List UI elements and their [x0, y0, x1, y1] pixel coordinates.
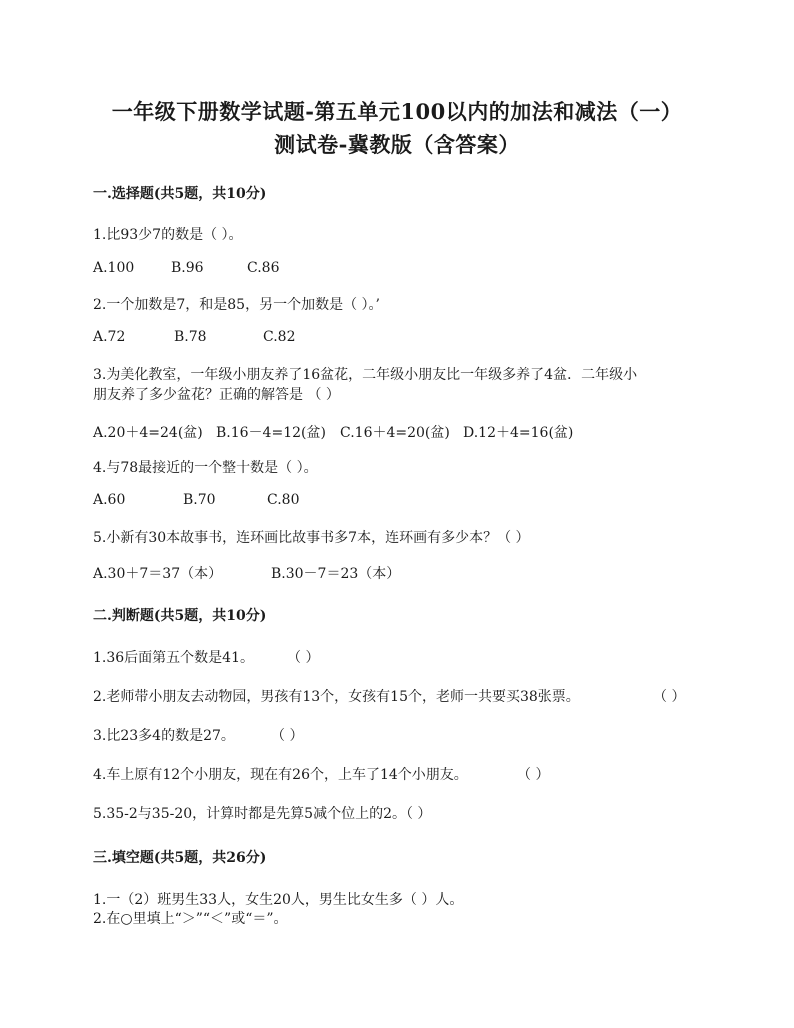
choice-q5-option-a: A.30＋7＝37（本）: [93, 566, 223, 582]
choice-q1-option-b: B.96: [171, 260, 204, 276]
choice-q3-option-d: D.12＋4=16(盆): [463, 425, 574, 441]
choice-q4-option-a: A.60: [93, 492, 126, 508]
fill-q2-text: 2.在○里填上“＞”“＜”或“＝”。: [93, 911, 288, 927]
judge-item-3-blank: （ ）: [271, 728, 304, 744]
fill-q1-text: 1.一（2）班男生33人，女生20人，男生比女生多（ ）人。: [93, 892, 464, 908]
choice-q5-option-b: B.30－7＝23（本）: [271, 566, 401, 582]
choice-q3-option-a: A.20＋4=24(盆): [93, 425, 203, 441]
judge-item-2-blank: （ ）: [653, 689, 686, 705]
choice-q1-option-a: A.100: [93, 260, 135, 276]
choice-q5-text: 5.小新有30本故事书，连环画比故事书多7本，连环画有多少本？（ ）: [93, 530, 530, 546]
choice-q4-text: 4.与78最接近的一个整十数是（ ）。: [93, 460, 318, 476]
choice-q3-text-line2: 朋友养了多少盆花？正确的解答是 （ ）: [93, 387, 340, 403]
judge-item-4: 4.车上原有12个小朋友，现在有26个，上车了14个小朋友。: [93, 767, 468, 783]
judge-item-1-blank: （ ）: [287, 650, 320, 666]
choice-q1-text: 1.比93少7的数是（ ）。: [93, 227, 243, 243]
choice-q4-option-b: B.70: [183, 492, 216, 508]
section-choice-heading: 一.选择题(共5题，共10分): [93, 186, 267, 202]
section-fill-heading: 三.填空题(共5题，共26分): [93, 850, 267, 866]
judge-item-5: 5.35-2与35-20，计算时都是先算5减个位上的2。（ ）: [93, 806, 432, 822]
choice-q2-option-a: A.72: [93, 329, 126, 345]
document-title-line2: 测试卷-冀教版（含答案）: [274, 132, 520, 157]
choice-q1-option-c: C.86: [247, 260, 280, 276]
choice-q2-option-c: C.82: [263, 329, 296, 345]
choice-q4-option-c: C.80: [267, 492, 300, 508]
document-title-line1: 一年级下册数学试题-第五单元100以内的加法和减法（一）: [111, 99, 683, 124]
judge-item-4-blank: （ ）: [517, 767, 550, 783]
choice-q3-option-c: C.16＋4=20(盆): [340, 425, 450, 441]
judge-item-3: 3.比23多4的数是27。: [93, 728, 235, 744]
choice-q2-text: 2.一个加数是7，和是85，另一个加数是（ ）。’: [93, 297, 380, 313]
judge-item-1: 1.36后面第五个数是41。: [93, 650, 254, 666]
choice-q2-option-b: B.78: [174, 329, 207, 345]
judge-item-2: 2.老师带小朋友去动物园，男孩有13个，女孩有15个，老师一共要买38张票。: [93, 689, 580, 705]
choice-q3-text-line1: 3.为美化教室，一年级小朋友养了16盆花，二年级小朋友比一年级多养了4盆．二年级小: [93, 367, 638, 383]
section-judge-heading: 二.判断题(共5题，共10分): [93, 608, 267, 624]
choice-q3-option-b: B.16－4=12(盆): [216, 425, 326, 441]
